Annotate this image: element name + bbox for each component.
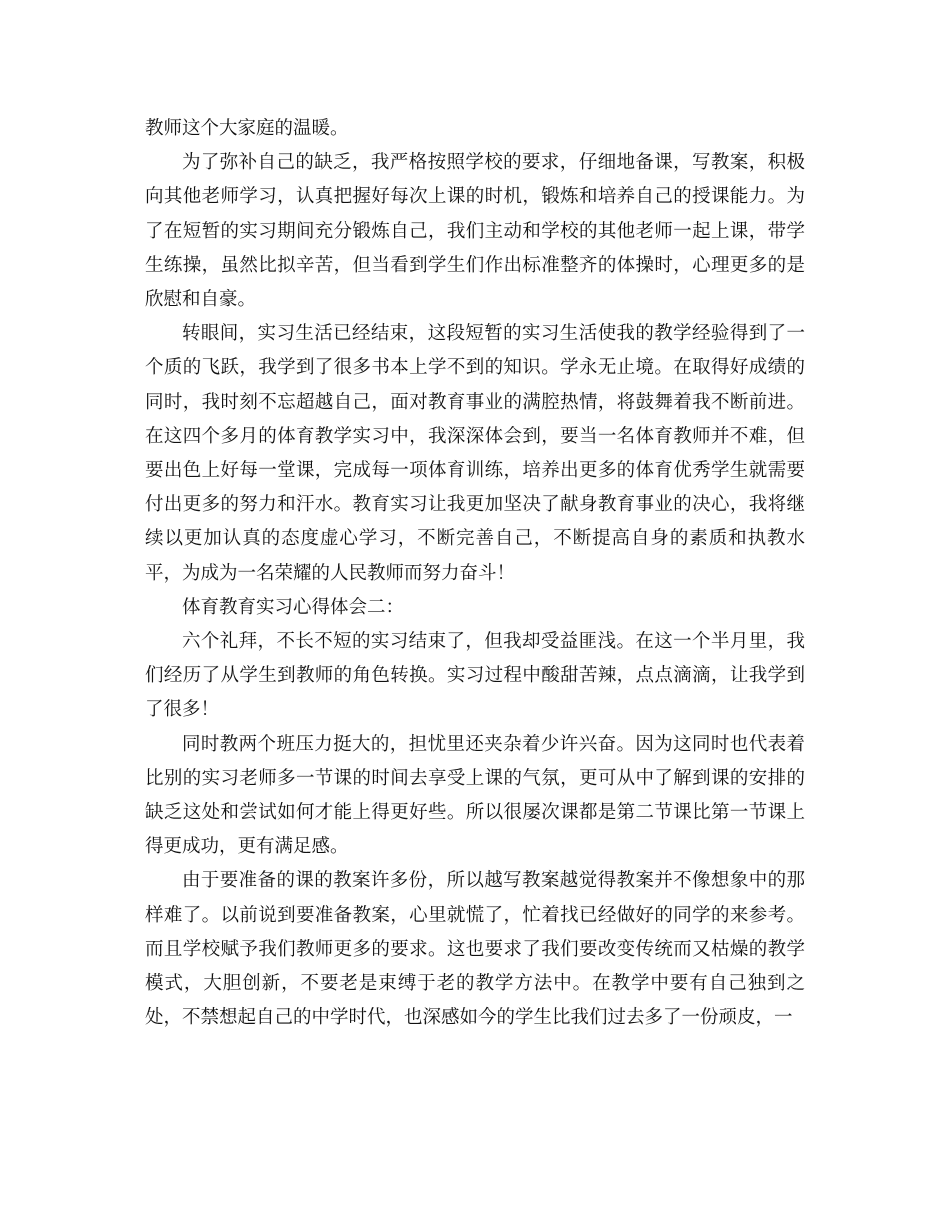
paragraph-4: 六个礼拜，不长不短的实习结束了，但我却受益匪浅。在这一个半月里，我们经历了从学生到教师的角色转换。实习过程中酸甜苦辣，点点滴滴，让我学到了很多！ <box>145 631 805 721</box>
paragraph-5: 同时教两个班压力挺大的，担忧里还夹杂着少许兴奋。因为这同时也代表着比别的实习老师多一节课的时间去享受上课的气氛，更可从中了解到课的安排的缺乏这处和尝试如何才能上得更好些。所以很屡次课都是第二节课比第一节课上得更成功，更有满足感。 <box>145 733 805 858</box>
paragraph-3: 转眼间，实习生活已经结束，这段短暂的实习生活使我的教学经验得到了一个质的飞跃，我学到了很多书本上学不到的知识。学永无止境。在取得好成绩的同时，我时刻不忘超越自己，面对教育事业的满腔热情，将鼓舞着我不断前进。在这四个多月的体育教学实习中，我深深体会到，要当一名体育教师并不难，但要出色上好每一堂课，完成每一项体育训练，培养出更多的体育优秀学生就需要付出更多的努力和汗水。教育实习让我更加坚决了献身教育事业的决心，我将继续以更加认真的态度虚心学习，不断完善自己，不断提高自身的素质和执教水平，为成为一名荣耀的人民教师而努力奋斗！ <box>145 323 805 584</box>
paragraph-6: 由于要准备的课的教案许多份，所以越写教案越觉得教案并不像想象中的那样难了。以前说到要准备教案，心里就慌了，忙着找已经做好的同学的来参考。而且学校赋予我们教师更多的要求。这也要求了我们要改变传统而又枯燥的教学模式，大胆创新，不要老是束缚于老的教学方法中。在教学中要有自己独到之处，不禁想起自己的中学时代，也深感如今的学生比我们过去多了一份顽皮，一 <box>145 870 805 1029</box>
paragraph-1: 教师这个大家庭的温暖。 <box>145 118 349 139</box>
document-body <box>145 112 805 1035</box>
section-heading: 体育教育实习心得体会二： <box>182 596 405 618</box>
paragraph-2: 为了弥补自己的缺乏，我严格按照学校的要求，仔细地备课，写教案，积极向其他老师学习，认真把握好每次上课的时机，锻炼和培养自己的授课能力。为了在短暂的实习期间充分锻炼自己，我们主动和学校的其他老师一起上课，带学生练操，虽然比拟辛苦，但当看到学生们作出标准整齐的体操时，心理更多的是欣慰和自豪。 <box>145 152 805 311</box>
